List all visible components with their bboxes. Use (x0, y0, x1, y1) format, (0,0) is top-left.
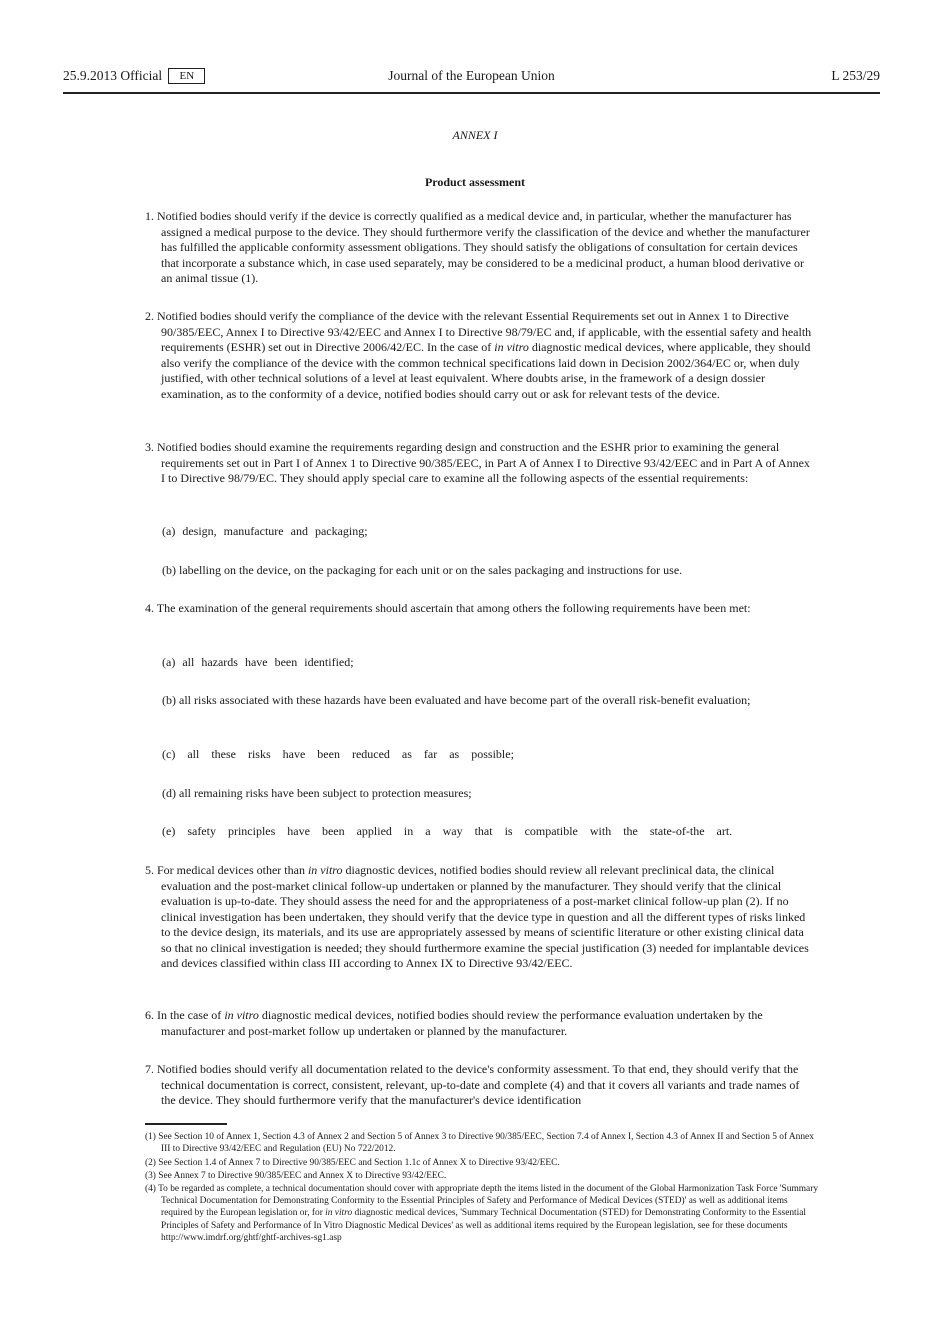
paragraph-2-italic: in vitro (494, 340, 529, 354)
item-4a: (a) all hazards have been identified; (162, 655, 354, 669)
footnote-4-text-a: (4) To be regarded as complete, a technical documentation should cover with appropriate depth the items listed in the document of the Global Harmonization Task Force 'Summary Technical Documentation for Demonstrating Conformity to the Essential Principles of Safety and Performance of Medical Devices (STED)' as well as additional items required by the European legislation or, for (145, 1184, 819, 1219)
paragraph-5-text-a: 5. For medical devices other than (145, 863, 308, 877)
item-3b: (b) labelling on the device, on the packaging for each unit or on the sales packaging and instructions for use. (162, 563, 683, 577)
item-3a: (a) design, manufacture and packaging; (162, 524, 368, 538)
footnote-1: (1) See Section 10 of Annex 1, Section 4.3 of Annex 2 and Section 5 of Annex 3 to Directive 90/385/EEC, Section 7.4 of Annex I, Section 4.3 of Annex II and Section 5 of Annex III to Directive 93/42/EEC and Regulation (EU) No 722/2012. (145, 1132, 814, 1155)
page-header (63, 68, 880, 90)
footnote-4-italic: in vitro (325, 1208, 353, 1219)
item-4c: (c) all these risks have been reduced as far as possible; (162, 747, 514, 761)
paragraph-6-text-a: 6. In the case of (145, 1008, 225, 1022)
paragraph-4: 4. The examination of the general requirements should ascertain that among others the following requirements have been met: (145, 601, 751, 615)
paragraph-6-italic: in vitro (224, 1008, 259, 1022)
paragraph-7: 7. Notified bodies should verify all documentation related to the device's conformity assessment. To that end, they should verify that the technical documentation is correct, consistent, relevant, up-to-date and complete (4) and that it covers all variants and trade names of the device. They should furthermore verify that the manufacturer's device identification (145, 1062, 800, 1107)
footnote-4-text-b: diagnostic medical devices, 'Summary Technical Documentation (STED) for Demonstrating Conformity to the Essential Principles of Safety and Performance of In Vitro Diagnostic Medical Devices' as well as additional items required by the European legislation, see for these documents http://www.imdrf.org/ghtf/ghtf-archives-sg1.asp (161, 1208, 807, 1243)
header-date: 25.9.2013 (63, 68, 117, 83)
paragraph-6-text-b: diagnostic medical devices, notified bodies should review the performance evaluation undertaken by the manufacturer and post-market follow up undertaken or planned by the manufacturer. (161, 1008, 763, 1038)
item-4b: (b) all risks associated with these hazards have been evaluated and have become part of the overall risk-benefit evaluation; (162, 693, 751, 707)
item-4e: (e) safety principles have been applied in a way that is compatible with the state-of-the art. (162, 824, 733, 838)
section-title: Product assessment (424, 175, 526, 189)
page-reference: L 253/29 (831, 68, 880, 83)
paragraph-2-text-a: 2. Notified bodies should verify the compliance of the device with the relevant Essential Requirements set out in Annex 1 to Directive 90/385/EEC, Annex I to Directive 93/42/EEC and Annex I to Directive 98/79/EC and, if applicable, with the essential safety and health requirements (ESHR) set out in Directive 2006/42/EC. In the case of (145, 309, 812, 354)
paragraph-5-text-b: diagnostic devices, notified bodies should review all relevant preclinical data, the clinical evaluation and the post-market clinical follow-up undertaken or planned by the manufacturer. They should verify that the clinical evaluation is up-to-date. They should assess the need for and the appropriateness of a post-market clinical follow-up plan (2). If no clinical investigation has been undertaken, they should verify that the device type in question and all the different types of risks linked to the device design, its materials, and its use are appropriately assessed by means of scientific literature or other existing clinical data so that no clinical investigation is needed; they should furthermore examine the special justification (3) needed for implantable devices and devices classified within class III according to Annex IX to Directive 93/42/EEC. (161, 863, 809, 970)
language-badge: EN (168, 68, 205, 84)
footnote-rule (145, 1123, 227, 1125)
paragraph-3: 3. Notified bodies should examine the requirements regarding design and construction and the ESHR prior to examining the general requirements set out in Part I of Annex 1 to Directive 90/385/EEC, in Part A of Annex I to Directive 93/42/EEC and in Part A of Annex I to Directive 98/79/EC. They should apply special care to examine all the following aspects of the essential requirements: (145, 440, 810, 485)
header-type: Official (120, 68, 163, 83)
paragraph-2 (145, 309, 816, 402)
header-rule (63, 92, 880, 94)
footnote-3: (3) See Annex 7 to Directive 90/385/EEC and Annex X to Directive 93/42/EEC. (145, 1171, 447, 1181)
journal-title: Journal of the European Union (388, 68, 555, 83)
paragraph-2-text-b: diagnostic medical devices, where applicable, they should also verify the compliance of the device with the common technical specifications laid down in Decision 2002/364/EC or, when duly justified, with other technical solutions of a level at least equivalent. Where doubts arise, in the framework of a design dossier examination, as to the conformity of a device, notified bodies should carry out or ask for relevant tests of the device. (161, 340, 811, 401)
item-4d: (d) all remaining risks have been subject to protection measures; (162, 786, 472, 800)
paragraph-6 (145, 1008, 816, 1039)
footnote-4 (145, 1183, 821, 1244)
footnote-2: (2) See Section 1.4 of Annex 7 to Directive 90/385/EEC and Section 1.1c of Annex X to Directive 93/42/EEC. (145, 1158, 560, 1168)
paragraph-1: 1. Notified bodies should verify if the device is correctly qualified as a medical device and, in particular, whether the manufacturer has assigned a medical purpose to the device. They should furthermore verify the classification of the device and whether the manufacturer has fulfilled the applicable conformity assessment obligations. They should satisfy the obligations of consultation for certain devices that incorporate a substance which, in case used separately, may be considered to be a medicinal product, a human blood derivative or an animal tissue (1). (145, 209, 810, 285)
paragraph-5-italic: in vitro (307, 863, 343, 877)
annex-label: ANNEX I (452, 128, 498, 142)
paragraph-5 (145, 863, 816, 972)
